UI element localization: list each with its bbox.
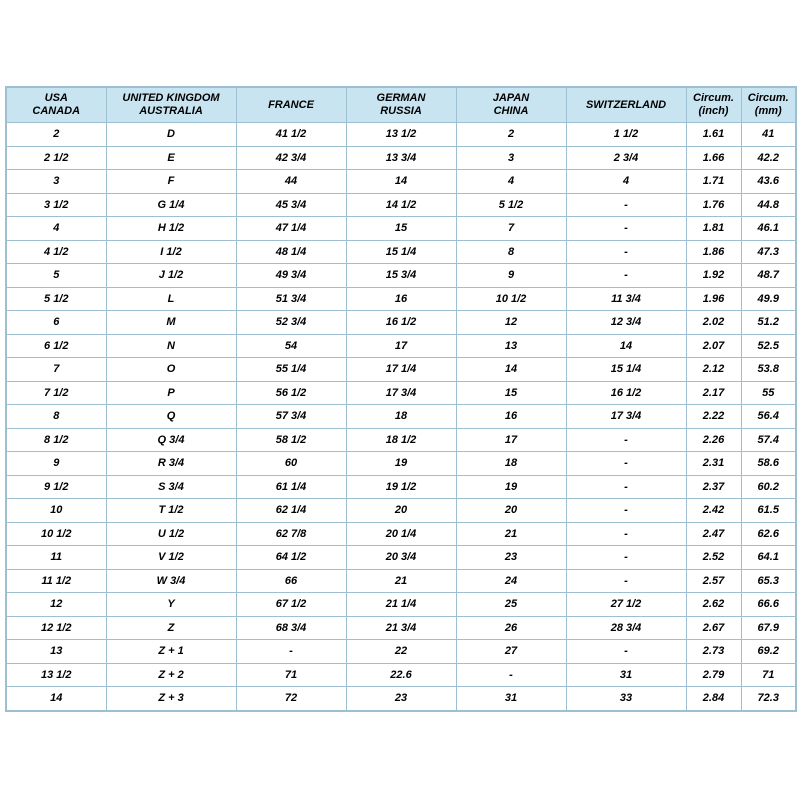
header-row (6, 87, 796, 123)
table-cell: H 1/2 (106, 217, 236, 241)
table-cell: 2 (6, 123, 106, 147)
table-cell: 18 (346, 405, 456, 429)
table-row (6, 428, 796, 452)
header-line: USA (44, 92, 68, 104)
table-cell: 12 3/4 (566, 311, 686, 335)
table-cell: - (566, 240, 686, 264)
table-cell: 28 3/4 (566, 616, 686, 640)
table-row (6, 123, 796, 147)
table-cell: 62 1/4 (236, 499, 346, 523)
table-cell: 21 1/4 (346, 593, 456, 617)
table-cell: 4 1/2 (6, 240, 106, 264)
ring-size-table-wrap (5, 86, 795, 712)
table-cell: 71 (236, 663, 346, 687)
table-cell: 44 (236, 170, 346, 194)
table-cell: 49 3/4 (236, 264, 346, 288)
table-cell: 60.2 (741, 475, 796, 499)
table-row (6, 663, 796, 687)
table-cell: 5 1/2 (6, 287, 106, 311)
table-cell: 9 1/2 (6, 475, 106, 499)
table-row (6, 146, 796, 170)
table-cell: 72.3 (741, 687, 796, 711)
table-cell: 44.8 (741, 193, 796, 217)
table-cell: 2.42 (686, 499, 741, 523)
table-row (6, 193, 796, 217)
table-cell: 1.71 (686, 170, 741, 194)
table-cell: 2.73 (686, 640, 741, 664)
table-cell: 13 (456, 334, 566, 358)
table-cell: 20 3/4 (346, 546, 456, 570)
table-cell: 64 1/2 (236, 546, 346, 570)
table-cell: 23 (346, 687, 456, 711)
table-cell: 2.26 (686, 428, 741, 452)
table-cell: 14 (566, 334, 686, 358)
table-row (6, 381, 796, 405)
table-cell: 14 (456, 358, 566, 382)
table-cell: 58.6 (741, 452, 796, 476)
table-cell: 13 (6, 640, 106, 664)
table-cell: 21 3/4 (346, 616, 456, 640)
table-cell: 71 (741, 663, 796, 687)
table-cell: 22 (346, 640, 456, 664)
table-cell: 55 1/4 (236, 358, 346, 382)
table-cell: 42 3/4 (236, 146, 346, 170)
table-row (6, 287, 796, 311)
table-cell: L (106, 287, 236, 311)
table-cell: 31 (566, 663, 686, 687)
table-cell: 41 (741, 123, 796, 147)
table-cell: 2.37 (686, 475, 741, 499)
table-cell: 5 (6, 264, 106, 288)
table-row (6, 616, 796, 640)
header-line: (inch) (698, 105, 729, 117)
table-cell: 25 (456, 593, 566, 617)
ring-size-conversion-table (5, 86, 797, 712)
table-cell: 1.86 (686, 240, 741, 264)
table-cell: T 1/2 (106, 499, 236, 523)
table-cell: 15 (456, 381, 566, 405)
table-cell: - (566, 546, 686, 570)
table-cell: 17 1/4 (346, 358, 456, 382)
header-line: (mm) (754, 105, 782, 117)
table-cell: 12 (456, 311, 566, 335)
table-cell: 2 1/2 (6, 146, 106, 170)
table-row (6, 499, 796, 523)
table-cell: 60 (236, 452, 346, 476)
table-cell: 20 (346, 499, 456, 523)
table-cell: 17 3/4 (346, 381, 456, 405)
table-cell: 3 (456, 146, 566, 170)
table-cell: 64.1 (741, 546, 796, 570)
table-cell: 4 (6, 217, 106, 241)
table-cell: 47.3 (741, 240, 796, 264)
table-cell: 10 (6, 499, 106, 523)
table-cell: 17 (346, 334, 456, 358)
table-cell: 18 (456, 452, 566, 476)
table-row (6, 522, 796, 546)
table-cell: S 3/4 (106, 475, 236, 499)
table-cell: 1.76 (686, 193, 741, 217)
table-cell: Z + 1 (106, 640, 236, 664)
table-cell: 16 1/2 (346, 311, 456, 335)
table-cell: Z (106, 616, 236, 640)
table-cell: 15 (346, 217, 456, 241)
table-cell: 47 1/4 (236, 217, 346, 241)
table-body (6, 123, 796, 711)
table-cell: 58 1/2 (236, 428, 346, 452)
table-row (6, 170, 796, 194)
table-cell: 11 1/2 (6, 569, 106, 593)
table-cell: 2.02 (686, 311, 741, 335)
table-row (6, 546, 796, 570)
table-cell: - (566, 640, 686, 664)
table-cell: 48 1/4 (236, 240, 346, 264)
header-cell-5 (566, 87, 686, 123)
table-row (6, 687, 796, 711)
table-cell: 2.22 (686, 405, 741, 429)
table-cell: - (566, 452, 686, 476)
table-cell: 19 (346, 452, 456, 476)
table-cell: 7 (456, 217, 566, 241)
table-cell: 20 1/4 (346, 522, 456, 546)
table-cell: 62 7/8 (236, 522, 346, 546)
table-row (6, 334, 796, 358)
table-cell: 2.17 (686, 381, 741, 405)
table-cell: 2 3/4 (566, 146, 686, 170)
table-cell: 16 (346, 287, 456, 311)
table-cell: J 1/2 (106, 264, 236, 288)
table-cell: N (106, 334, 236, 358)
header-line: CANADA (32, 105, 81, 117)
table-cell: 66 (236, 569, 346, 593)
table-cell: F (106, 170, 236, 194)
table-cell: 1 1/2 (566, 123, 686, 147)
table-cell: 46.1 (741, 217, 796, 241)
table-cell: 65.3 (741, 569, 796, 593)
table-cell: - (236, 640, 346, 664)
header-cell-2 (236, 87, 346, 123)
table-cell: 8 1/2 (6, 428, 106, 452)
table-cell: 12 1/2 (6, 616, 106, 640)
header-line: CHINA (493, 105, 529, 117)
table-cell: 11 (6, 546, 106, 570)
table-cell: - (566, 569, 686, 593)
table-cell: 9 (456, 264, 566, 288)
header-line: GERMAN (376, 92, 426, 104)
table-cell: 69.2 (741, 640, 796, 664)
table-cell: 2.12 (686, 358, 741, 382)
table-cell: Q 3/4 (106, 428, 236, 452)
table-cell: 57 3/4 (236, 405, 346, 429)
header-cell-1 (106, 87, 236, 123)
header-line: Circum. (747, 92, 789, 104)
table-cell: 57.4 (741, 428, 796, 452)
table-cell: 66.6 (741, 593, 796, 617)
table-cell: 20 (456, 499, 566, 523)
table-cell: 17 3/4 (566, 405, 686, 429)
table-cell: V 1/2 (106, 546, 236, 570)
table-cell: I 1/2 (106, 240, 236, 264)
header-line: AUSTRALIA (139, 105, 203, 117)
table-cell: 2.47 (686, 522, 741, 546)
header-line: UNITED KINGDOM (122, 92, 220, 104)
table-cell: 19 (456, 475, 566, 499)
table-cell: Q (106, 405, 236, 429)
table-cell: 1.92 (686, 264, 741, 288)
table-cell: R 3/4 (106, 452, 236, 476)
table-cell: 62.6 (741, 522, 796, 546)
table-cell: 19 1/2 (346, 475, 456, 499)
header-line: SWITZERLAND (585, 98, 667, 111)
table-row (6, 217, 796, 241)
table-cell: 3 1/2 (6, 193, 106, 217)
table-cell: 41 1/2 (236, 123, 346, 147)
table-cell: 2.62 (686, 593, 741, 617)
table-cell: 2.57 (686, 569, 741, 593)
table-cell: D (106, 123, 236, 147)
header-cell-7 (741, 87, 796, 123)
table-cell: 3 (6, 170, 106, 194)
table-cell: 6 1/2 (6, 334, 106, 358)
table-cell: 56 1/2 (236, 381, 346, 405)
table-cell: 2.07 (686, 334, 741, 358)
table-cell: 61.5 (741, 499, 796, 523)
table-cell: 13 1/2 (6, 663, 106, 687)
table-cell: Z + 2 (106, 663, 236, 687)
table-cell: - (566, 522, 686, 546)
header-line: JAPAN (492, 92, 530, 104)
table-cell: 72 (236, 687, 346, 711)
table-cell: 16 1/2 (566, 381, 686, 405)
table-row (6, 311, 796, 335)
table-cell: 2.67 (686, 616, 741, 640)
table-cell: O (106, 358, 236, 382)
table-cell: 18 1/2 (346, 428, 456, 452)
table-cell: G 1/4 (106, 193, 236, 217)
table-cell: 22.6 (346, 663, 456, 687)
table-cell: - (566, 499, 686, 523)
table-cell: 10 1/2 (456, 287, 566, 311)
header-line: FRANCE (268, 98, 314, 111)
header-cell-0 (6, 87, 106, 123)
table-cell: 14 (346, 170, 456, 194)
table-cell: 15 1/4 (346, 240, 456, 264)
table-cell: 4 (566, 170, 686, 194)
header-cell-6 (686, 87, 741, 123)
table-cell: 67.9 (741, 616, 796, 640)
table-cell: 31 (456, 687, 566, 711)
table-cell: 7 (6, 358, 106, 382)
table-cell: 6 (6, 311, 106, 335)
table-row (6, 475, 796, 499)
table-cell: 15 3/4 (346, 264, 456, 288)
table-cell: 15 1/4 (566, 358, 686, 382)
header-cell-3 (346, 87, 456, 123)
table-row (6, 569, 796, 593)
table-cell: 4 (456, 170, 566, 194)
table-cell: 5 1/2 (456, 193, 566, 217)
table-cell: 26 (456, 616, 566, 640)
table-cell: 52.5 (741, 334, 796, 358)
table-cell: 54 (236, 334, 346, 358)
table-cell: 2 (456, 123, 566, 147)
table-cell: 55 (741, 381, 796, 405)
table-cell: 1.81 (686, 217, 741, 241)
table-cell: 13 1/2 (346, 123, 456, 147)
table-cell: 27 1/2 (566, 593, 686, 617)
table-cell: 24 (456, 569, 566, 593)
table-cell: 42.2 (741, 146, 796, 170)
table-cell: - (566, 475, 686, 499)
table-cell: 21 (346, 569, 456, 593)
table-cell: 23 (456, 546, 566, 570)
table-cell: U 1/2 (106, 522, 236, 546)
table-cell: M (106, 311, 236, 335)
table-cell: 2.52 (686, 546, 741, 570)
table-cell: 52 3/4 (236, 311, 346, 335)
table-row (6, 405, 796, 429)
table-cell: Y (106, 593, 236, 617)
table-cell: 14 1/2 (346, 193, 456, 217)
table-cell: 13 3/4 (346, 146, 456, 170)
table-cell: - (566, 264, 686, 288)
table-cell: 12 (6, 593, 106, 617)
table-cell: 51.2 (741, 311, 796, 335)
table-cell: 11 3/4 (566, 287, 686, 311)
table-cell: 10 1/2 (6, 522, 106, 546)
table-cell: 8 (456, 240, 566, 264)
table-cell: 49.9 (741, 287, 796, 311)
table-row (6, 240, 796, 264)
header-cell-4 (456, 87, 566, 123)
table-cell: 45 3/4 (236, 193, 346, 217)
table-cell: Z + 3 (106, 687, 236, 711)
table-cell: - (566, 217, 686, 241)
table-cell: - (456, 663, 566, 687)
table-cell: 48.7 (741, 264, 796, 288)
table-cell: 27 (456, 640, 566, 664)
table-cell: P (106, 381, 236, 405)
table-cell: 51 3/4 (236, 287, 346, 311)
table-row (6, 264, 796, 288)
table-cell: 61 1/4 (236, 475, 346, 499)
table-cell: - (566, 428, 686, 452)
header-line: Circum. (693, 92, 734, 104)
table-cell: 33 (566, 687, 686, 711)
table-cell: 68 3/4 (236, 616, 346, 640)
table-row (6, 358, 796, 382)
table-cell: 16 (456, 405, 566, 429)
table-row (6, 640, 796, 664)
table-cell: 53.8 (741, 358, 796, 382)
table-cell: 43.6 (741, 170, 796, 194)
table-cell: 1.96 (686, 287, 741, 311)
table-cell: 2.31 (686, 452, 741, 476)
table-cell: 56.4 (741, 405, 796, 429)
table-cell: 1.66 (686, 146, 741, 170)
header-line: RUSSIA (380, 105, 422, 117)
table-row (6, 593, 796, 617)
table-cell: 2.79 (686, 663, 741, 687)
table-cell: 2.84 (686, 687, 741, 711)
table-cell: E (106, 146, 236, 170)
table-cell: 14 (6, 687, 106, 711)
table-cell: 21 (456, 522, 566, 546)
table-cell: - (566, 193, 686, 217)
table-cell: 8 (6, 405, 106, 429)
table-cell: 17 (456, 428, 566, 452)
table-cell: 7 1/2 (6, 381, 106, 405)
table-row (6, 452, 796, 476)
table-cell: 1.61 (686, 123, 741, 147)
table-cell: 67 1/2 (236, 593, 346, 617)
table-cell: 9 (6, 452, 106, 476)
table-cell: W 3/4 (106, 569, 236, 593)
